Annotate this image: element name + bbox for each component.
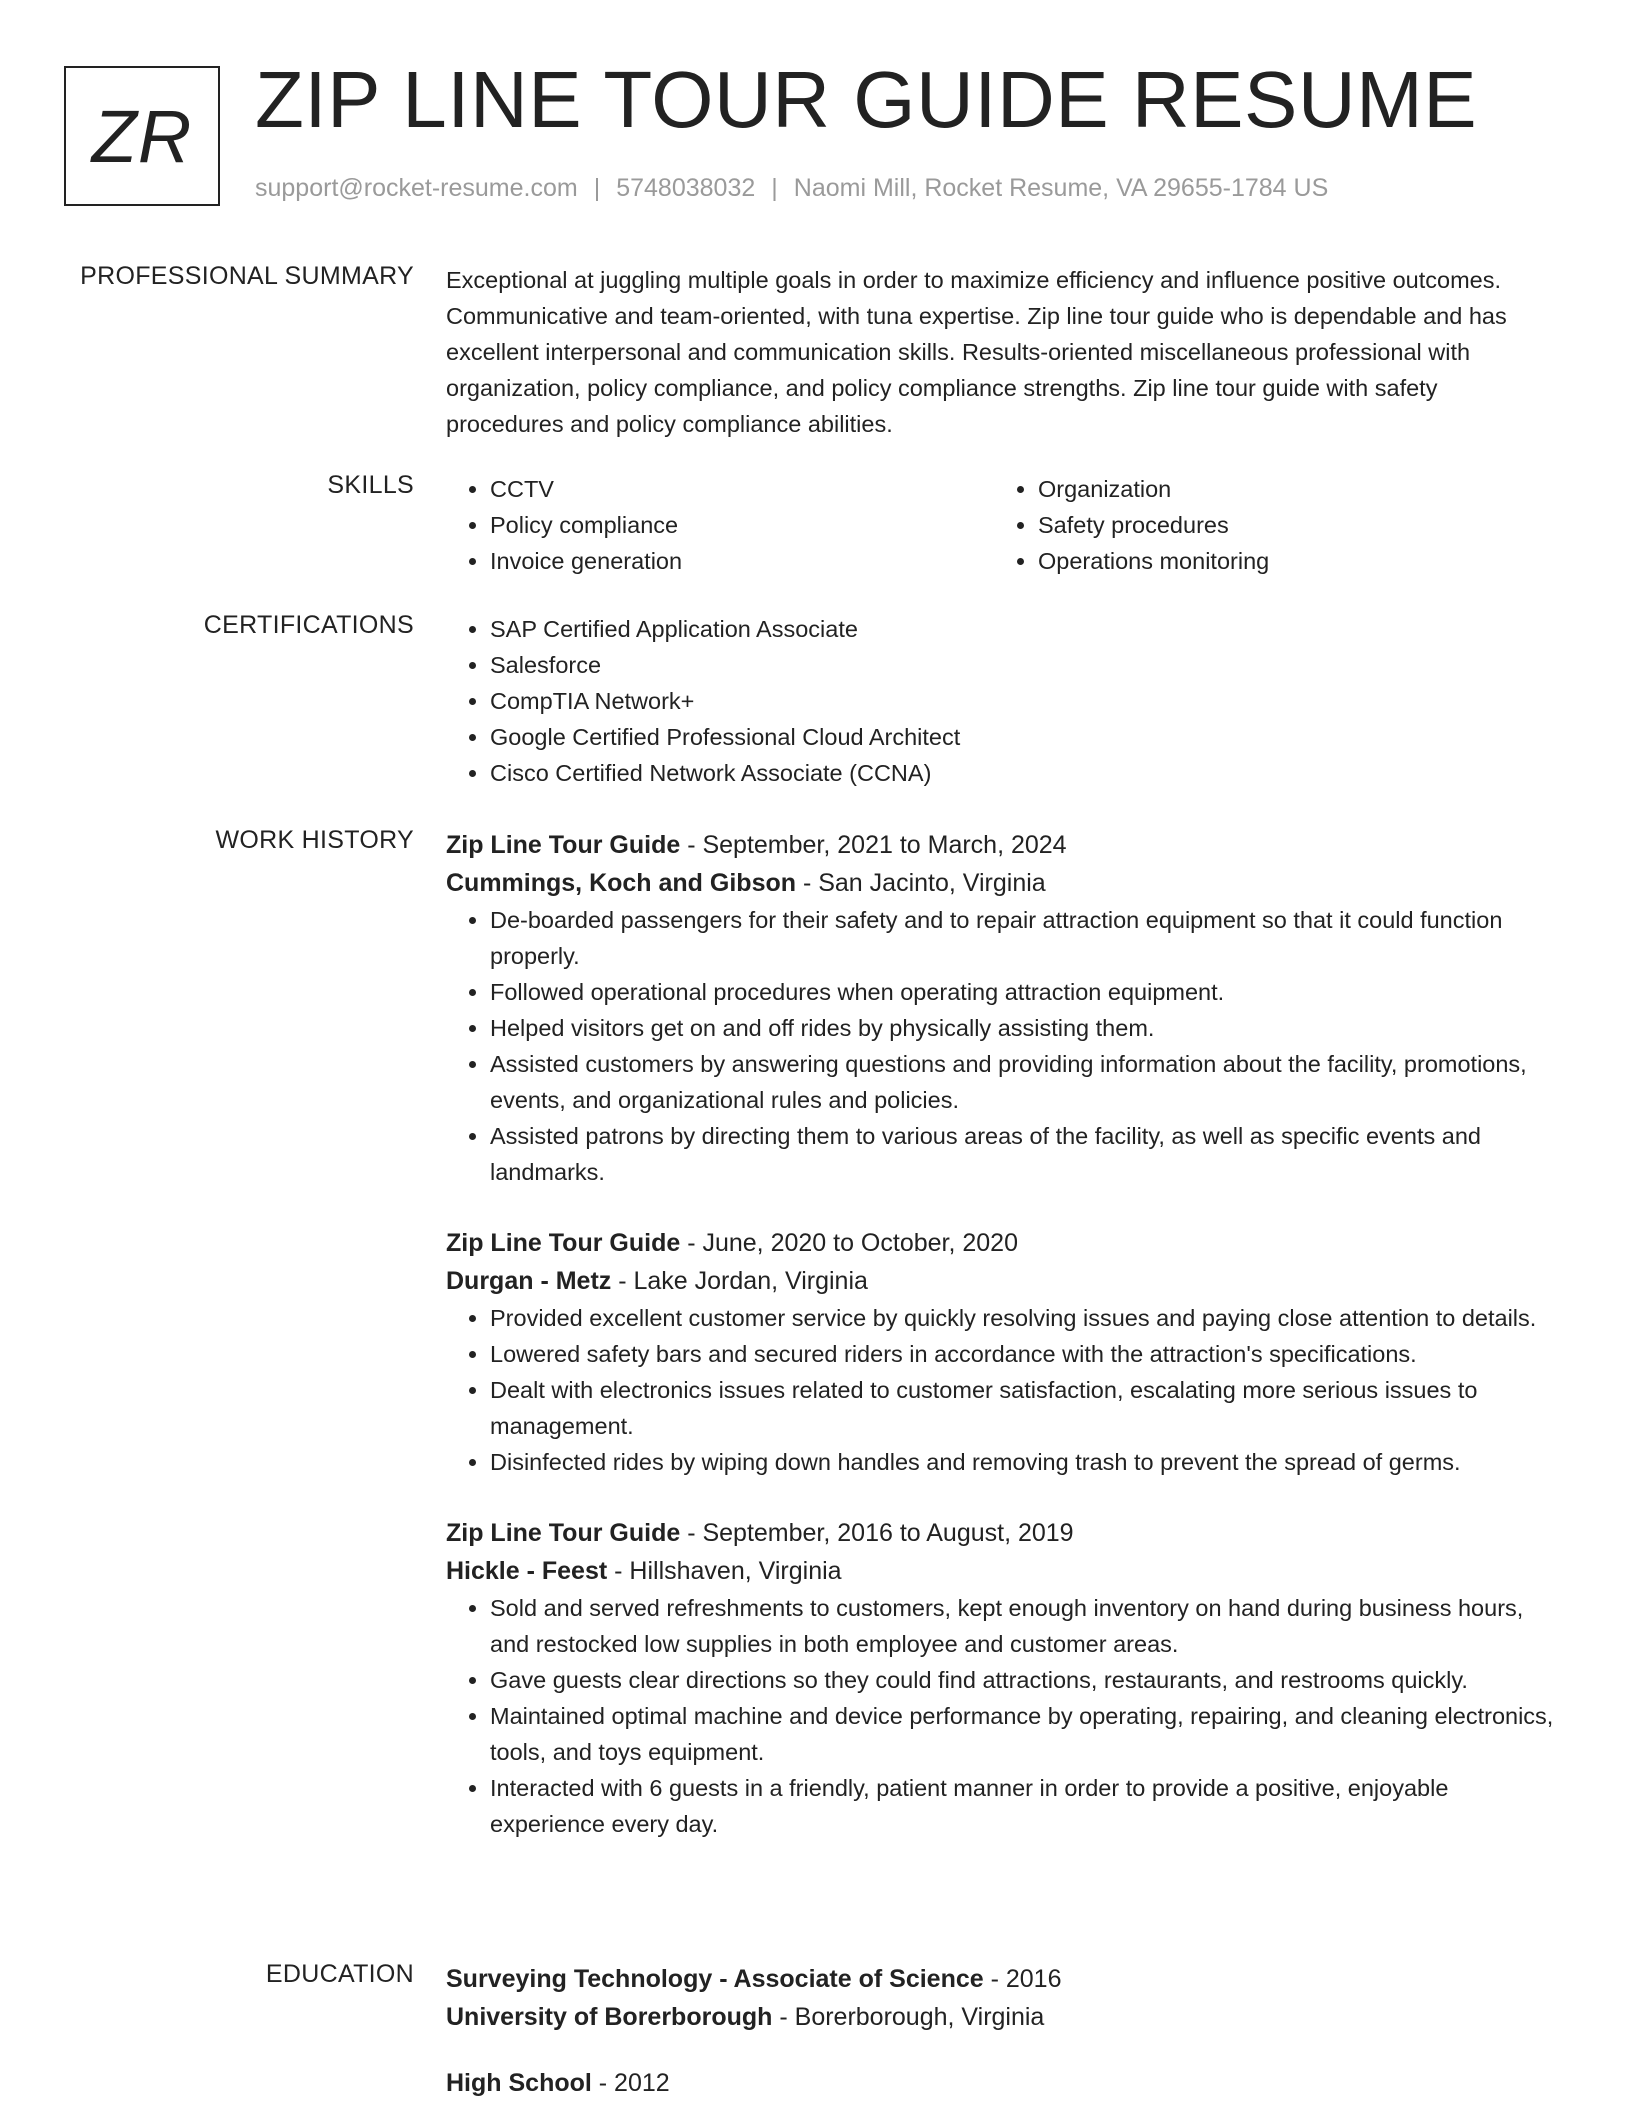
skills-list-left [446, 471, 994, 579]
contact-separator: | [593, 174, 601, 202]
job-bullet: • Provided excellent customer service by quickly resolving issues and paying close attention to details. [490, 1300, 1556, 1336]
certification-item: • SAP Certified Application Associate [490, 611, 1556, 647]
job-bullet: • Disinfected rides by wiping down handles and removing trash to prevent the spread of germs. [490, 1444, 1556, 1480]
job-bullet: • Helped visitors get on and off rides by physically assisting them. [490, 1010, 1556, 1046]
contact-email: support@rocket-resume.com [255, 174, 578, 202]
job-bullet: • Gave guests clear directions so they could find attractions, restaurants, and restrooms quickly. [490, 1662, 1556, 1698]
skill-item: • CCTV [490, 471, 994, 507]
certification-item: • Google Certified Professional Cloud Architect [490, 719, 1556, 755]
section-label-work-history: WORK HISTORY [215, 826, 414, 854]
job-location: - Lake Jordan, Virginia [611, 1267, 868, 1295]
skill-item: • Safety procedures [1038, 507, 1542, 543]
job-title: Zip Line Tour Guide [446, 1519, 681, 1547]
job-company: Durgan - Metz [446, 1267, 612, 1295]
education-degree: Surveying Technology - Associate of Science [446, 1965, 984, 1993]
job-entry [446, 826, 1556, 1190]
skill-item: • Invoice generation [490, 543, 994, 579]
job-title: Zip Line Tour Guide [446, 831, 681, 859]
education-school-line [446, 1998, 1556, 2036]
job-company: Cummings, Koch and Gibson [446, 869, 797, 897]
skill-item: • Operations monitoring [1038, 543, 1542, 579]
section-label-certifications: CERTIFICATIONS [203, 611, 414, 639]
certification-item: • Salesforce [490, 647, 1556, 683]
job-bullet: • De-boarded passengers for their safety and to repair attraction equipment so that it could function properly. [490, 902, 1556, 974]
certifications-body [446, 611, 1556, 791]
skills-grid [446, 471, 1556, 579]
job-bullet: • Maintained optimal machine and device performance by operating, repairing, and cleaning electronics, tools, and toys equipment. [490, 1698, 1556, 1770]
skill-item: • Policy compliance [490, 507, 994, 543]
education-body [446, 1960, 1556, 2102]
education-degree: High School [446, 2069, 592, 2097]
job-bullet: • Sold and served refreshments to customers, kept enough inventory on hand during business hours, and restocked low supplies in both employee and customer areas. [490, 1590, 1556, 1662]
job-title-line [446, 1224, 1556, 1262]
job-dates: - September, 2016 to August, 2019 [680, 1519, 1074, 1547]
job-bullet: • Interacted with 6 guests in a friendly, patient manner in order to provide a positive, enjoyable experience every day. [490, 1770, 1556, 1842]
education-year: - 2016 [983, 1965, 1062, 1993]
education-degree-line [446, 1960, 1556, 1998]
education-degree-line [446, 2064, 1556, 2102]
contact-phone: 5748038032 [616, 174, 756, 202]
monogram-logo: ZR [64, 66, 220, 206]
contact-separator: | [771, 174, 778, 202]
education-year: - 2012 [591, 2069, 670, 2097]
education-entry [446, 2064, 1556, 2102]
job-company-line [446, 1552, 1556, 1590]
education-school: University of Borerborough [446, 2003, 773, 2031]
job-bullets [446, 1590, 1556, 1842]
section-label-education: EDUCATION [265, 1960, 414, 1988]
job-dates: - June, 2020 to October, 2020 [680, 1229, 1018, 1257]
education-entry [446, 1960, 1556, 2036]
resume-title: ZIP LINE TOUR GUIDE RESUME [255, 55, 1478, 144]
contact-address: Naomi Mill, Rocket Resume, VA 29655-1784 US [793, 174, 1329, 202]
work-history-body [446, 826, 1556, 1842]
job-title-line [446, 826, 1556, 864]
section-label-summary: PROFESSIONAL SUMMARY [80, 262, 414, 290]
contact-line [255, 174, 1328, 203]
job-title-line [446, 1514, 1556, 1552]
certifications-list [446, 611, 1556, 791]
job-company: Hickle - Feest [446, 1557, 608, 1585]
job-bullet: • Lowered safety bars and secured riders in accordance with the attraction's specifications. [490, 1336, 1556, 1372]
job-bullet: • Assisted customers by answering questions and providing information about the facility, promotions, events, and organizational rules and policies. [490, 1046, 1556, 1118]
summary-text: Exceptional at juggling multiple goals in order to maximize efficiency and influence positive outcomes. Communicative and team-oriented, with tuna expertise. Zip line tour guide who is dependable and has excellent interpersonal and communication skills. Results-oriented miscellaneous professional with organization, policy compliance, and policy compliance strengths. Zip line tour guide with safety procedures and policy compliance abilities. [446, 267, 1507, 437]
skills-list-right [994, 471, 1542, 579]
job-location: - Hillshaven, Virginia [607, 1557, 842, 1585]
job-bullets [446, 902, 1556, 1190]
job-bullets [446, 1300, 1556, 1480]
job-entry [446, 1224, 1556, 1480]
job-title: Zip Line Tour Guide [446, 1229, 681, 1257]
certification-item: • Cisco Certified Network Associate (CCNA) [490, 755, 1556, 791]
section-label-skills: SKILLS [327, 471, 414, 499]
job-bullet: • Assisted patrons by directing them to various areas of the facility, as well as specific events and landmarks. [490, 1118, 1556, 1190]
job-company-line [446, 1262, 1556, 1300]
education-location: - Borerborough, Virginia [772, 2003, 1045, 2031]
job-company-line [446, 864, 1556, 902]
skill-item: • Organization [1038, 471, 1542, 507]
certification-item: • CompTIA Network+ [490, 683, 1556, 719]
job-entry [446, 1514, 1556, 1842]
job-location: - San Jacinto, Virginia [796, 869, 1046, 897]
job-bullet: • Dealt with electronics issues related to customer satisfaction, escalating more serious issues to management. [490, 1372, 1556, 1444]
job-bullet: • Followed operational procedures when operating attraction equipment. [490, 974, 1556, 1010]
job-dates: - September, 2021 to March, 2024 [680, 831, 1067, 859]
